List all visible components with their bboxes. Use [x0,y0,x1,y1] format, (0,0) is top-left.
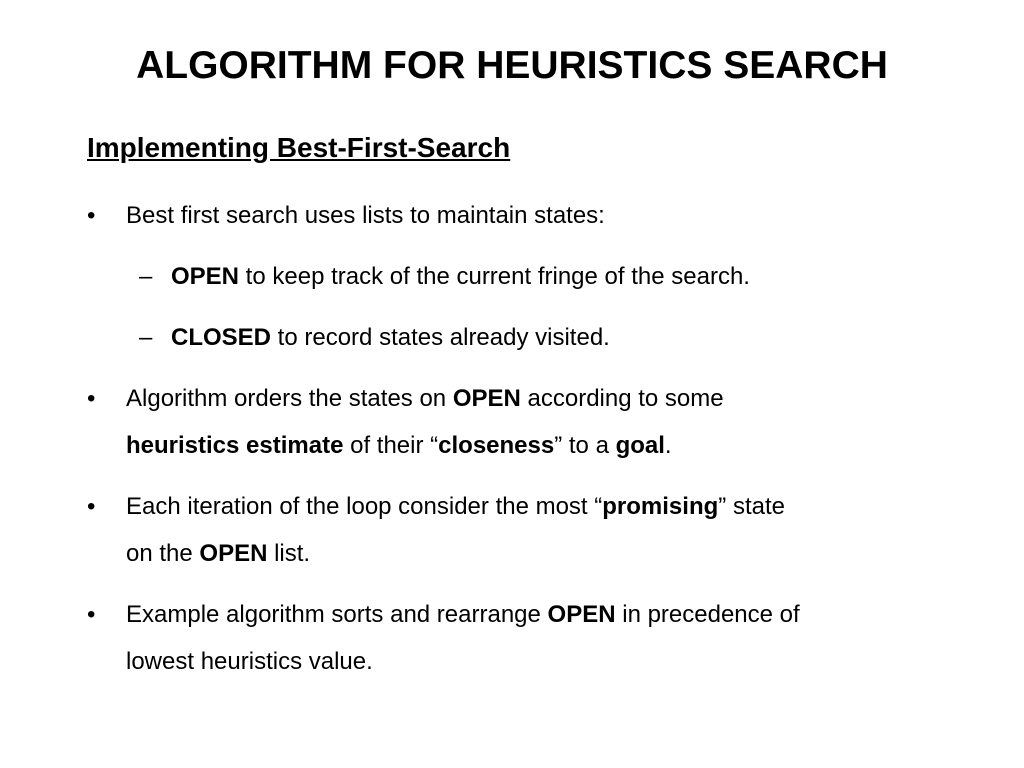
bullet-item-lists [87,192,947,239]
section-subtitle: Implementing Best-First-Search [87,132,511,163]
bullet-text: Example algorithm sorts and rearrange [126,601,548,628]
sub-item-text: to keep track of the current fringe of the search. [239,263,750,290]
bullet-marker: • [87,202,96,229]
bullet-text: lowest heuristics value. [126,648,373,675]
keyword-promising: promising [602,493,719,520]
keyword-heuristics-estimate: heuristics estimate [126,432,344,459]
bullet-item-iteration [87,483,947,577]
sub-item-closed [87,314,947,361]
bullet-text: list. [267,540,311,567]
bullet-text: ” to a [554,432,616,459]
bullet-text: according to some [520,385,724,412]
bullet-text: in precedence of [615,601,800,628]
sub-item-text: to record states already visited. [271,324,610,351]
keyword-open: OPEN [199,540,268,567]
keyword-open: OPEN [452,385,521,412]
keyword-goal: goal [615,432,665,459]
bullet-text: Algorithm orders the states on [126,385,453,412]
bullet-marker: • [87,601,96,628]
keyword-closeness: closeness [438,432,555,459]
bullet-item-ordering [87,375,947,469]
bullet-item-example [87,591,947,685]
bullet-text: ” state [718,493,785,520]
keyword-open: OPEN [171,263,240,290]
keyword-open: OPEN [547,601,616,628]
keyword-closed: CLOSED [171,324,272,351]
bullet-marker: • [87,493,96,520]
bullet-text: Best first search uses lists to maintain states: [126,202,605,229]
bullet-marker: • [87,385,96,412]
bullet-text: of their “ [343,432,439,459]
bullet-text: . [664,432,672,459]
dash-marker: – [139,263,153,290]
sub-item-open [87,253,947,300]
bullet-text: on the [126,540,200,567]
bullet-text: Each iteration of the loop consider the most “ [126,493,603,520]
dash-marker: – [139,324,153,351]
slide-title: ALGORITHM FOR HEURISTICS SEARCH [136,44,888,87]
bullet-list [87,192,947,685]
